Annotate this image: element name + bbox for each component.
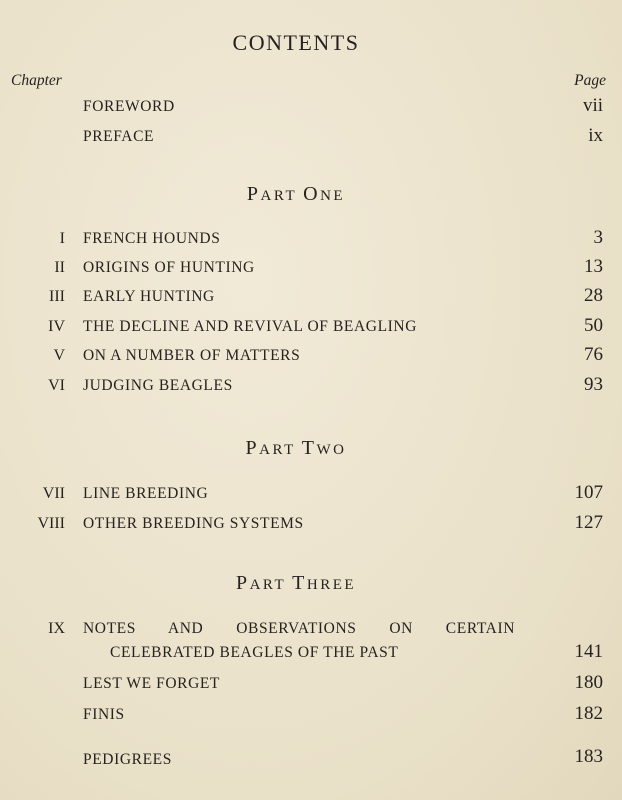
chapter-number: IV [48,318,65,335]
chapter-number: VI [48,377,65,394]
toc-page: 76 [584,344,603,365]
toc-entry: PREFACE [83,128,155,145]
chapter-number: IX [48,620,65,637]
toc-page: 28 [584,285,603,306]
toc-page: vii [582,95,603,116]
toc-page: 180 [574,672,603,693]
part-heading: PART TWO [245,437,347,459]
chapter-number: III [49,288,65,305]
chapter-column-header: Chapter [11,72,62,89]
toc-page: 3 [593,227,603,248]
toc-entry: FINIS [83,706,125,723]
toc-entry: LEST WE FORGET [83,675,220,692]
chapter-number: II [54,259,65,276]
toc-page: 13 [584,256,603,277]
contents-title: CONTENTS [232,30,360,55]
toc-page: 107 [574,482,603,503]
toc-page: 50 [584,315,603,336]
toc-entry: PEDIGREES [83,751,172,768]
chapter-number: VII [42,485,65,502]
chapter-number: I [59,230,65,247]
toc-entry: NOTES AND OBSERVATIONS ON CERTAIN [83,620,515,637]
toc-entry: EARLY HUNTING [83,288,215,305]
toc-entry: JUDGING BEAGLES [83,377,233,394]
chapter-number: VIII [37,515,65,532]
toc-page: 183 [574,746,603,767]
toc-entry: FOREWORD [83,98,175,115]
toc-page: 93 [584,374,603,395]
toc-entry-continuation: CELEBRATED BEAGLES OF THE PAST [110,644,399,661]
toc-page: ix [588,125,603,146]
toc-entry: LINE BREEDING [83,485,209,502]
toc-entry: ON A NUMBER OF MATTERS [83,347,301,364]
part-heading: PART ONE [246,183,346,205]
part-heading: PART THREE [235,572,357,594]
toc-entry: ORIGINS OF HUNTING [83,259,255,276]
toc-entry: OTHER BREEDING SYSTEMS [83,515,304,532]
page-column-header: Page [574,72,606,89]
chapter-number: V [53,347,65,364]
toc-page: 182 [574,703,603,724]
toc-entry: THE DECLINE AND REVIVAL OF BEAGLING [83,318,417,335]
toc-page: 141 [574,641,603,662]
toc-entry: FRENCH HOUNDS [83,230,221,247]
toc-page: 127 [574,512,603,533]
